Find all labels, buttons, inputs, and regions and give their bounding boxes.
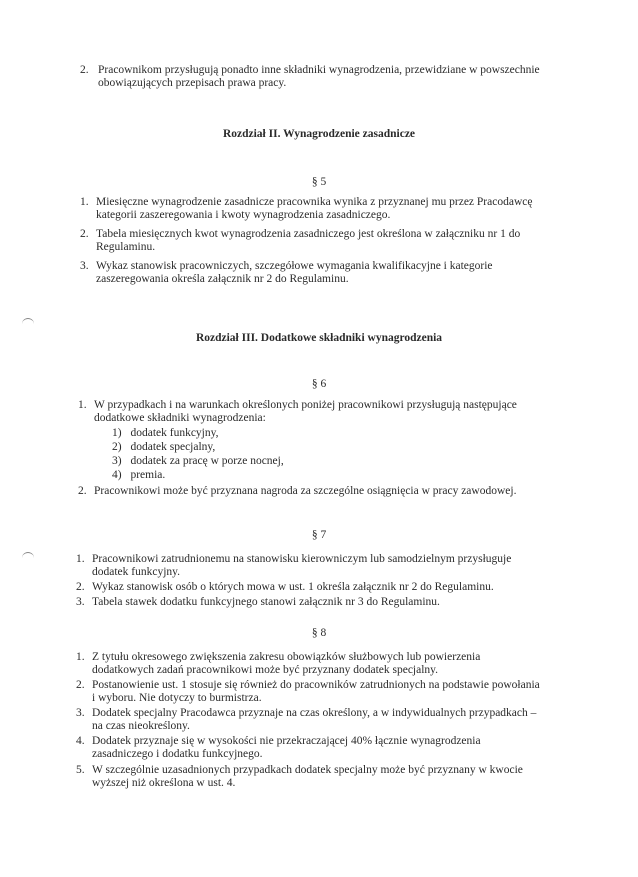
item-number: 3. [80, 260, 89, 272]
item-number: 1. [80, 196, 89, 208]
p8-item-4 [76, 734, 586, 762]
item-text-line: Dodatek przyznaje się w wysokości nie przekraczającej 40% łącznie wynagrodzenia [92, 735, 481, 747]
item-text-line: kategorii zaszeregowania i kwoty wynagrodzenia zasadniczego. [96, 209, 391, 221]
item-text-line: Regulaminu. [96, 241, 156, 253]
item-number: 5. [76, 764, 85, 776]
item-text-line: zasadniczego i dodatku funkcyjnego. [92, 748, 263, 760]
item-number: 3. [76, 707, 85, 719]
item-number: 2. [76, 679, 85, 691]
item-text-line: Pracownikom przysługują ponadto inne składniki wynagrodzenia, przewidziane w powszechnie [98, 64, 540, 76]
item-text-line: i wyboru. Nie dotyczy to burmistrza. [92, 692, 262, 704]
item-number: 2. [80, 64, 89, 76]
item-number: 1. [76, 553, 85, 565]
sub-item-text: dodatek za pracę w porze nocnej, [130, 455, 284, 467]
sub-item-number: 3) [112, 455, 122, 467]
item-text-line: Tabela miesięcznych kwot wynagrodzenia zasadniczego jest określona w załączniku nr 1 do [96, 228, 521, 240]
p6-item-1 [78, 398, 578, 426]
sub-item-1 [112, 426, 219, 440]
item-text-line: obowiązujących przepisach prawa pracy. [98, 77, 287, 89]
sub-item-number: 2) [112, 441, 122, 453]
punch-hole-mark [22, 318, 34, 325]
sub-item-text: dodatek specjalny, [130, 441, 216, 453]
sub-item-text: dodatek funkcyjny, [130, 427, 219, 439]
sub-item-4 [112, 468, 165, 482]
paragraph-5-mark: § 5 [311, 176, 327, 188]
p5-item-1 [80, 195, 580, 223]
p6-item-2 [78, 484, 598, 498]
sub-item-number: 1) [112, 427, 122, 439]
item-text-line: Wykaz stanowisk osób o których mowa w ust. 1 określa załącznik nr 2 do Regulaminu. [92, 581, 494, 593]
sub-item-number: 4) [112, 469, 122, 481]
paragraph-6-mark: § 6 [311, 378, 327, 390]
item-text-line: dodatek funkcyjny. [92, 566, 181, 578]
item-text-line: Miesięczne wynagrodzenie zasadnicze pracownika wynika z przyznanej mu przez Pracodawcę [96, 196, 533, 208]
punch-hole-mark [22, 552, 34, 559]
item-text-line: Pracownikowi może być przyznana nagroda za szczególne osiągnięcia w pracy zawodowej. [94, 485, 517, 497]
item-number: 3. [76, 596, 85, 608]
item-text-line: W szczególnie uzasadnionych przypadkach dodatek specjalny może być przyznany w kwocie [92, 764, 523, 776]
p5-item-2 [80, 227, 580, 255]
item-text-line: Z tytułu okresowego zwiększenia zakresu obowiązków służbowych lub powierzenia [92, 651, 481, 663]
p7-item-1 [76, 552, 576, 580]
intro-item [80, 63, 580, 91]
sub-item-3 [112, 454, 284, 468]
paragraph-8-mark: § 8 [311, 627, 327, 639]
sub-item-2 [112, 440, 215, 454]
item-text-line: Dodatek specjalny Pracodawca przyznaje na czas określony, a w indywidualnych przypadkach – [92, 707, 537, 719]
item-text-line: na czas nieokreślony. [92, 720, 190, 732]
chapter-3-title: Rozdział III. Dodatkowe składniki wynagrodzenia [195, 332, 443, 344]
chapter-2-title: Rozdział II. Wynagrodzenie zasadnicze [222, 128, 416, 140]
item-text-line: dodatkowe składniki wynagrodzenia: [94, 412, 266, 424]
item-text-line: zaszeregowania określa załącznik nr 2 do Regulaminu. [96, 273, 349, 285]
item-text-line: Wykaz stanowisk pracowniczych, szczegółowe wymagania kwalifikacyjne i kategorie [96, 260, 493, 272]
p5-item-3 [80, 259, 580, 287]
sub-item-text: premia. [130, 469, 166, 481]
item-text-line: Tabela stawek dodatku funkcyjnego stanowi załącznik nr 3 do Regulaminu. [92, 596, 440, 608]
item-text-line: dodatkowych zadań pracownikowi może być przyznany dodatek specjalny. [92, 664, 439, 676]
item-text-line: W przypadkach i na warunkach określonych poniżej pracownikowi przysługują następujące [94, 399, 517, 411]
item-number: 4. [76, 735, 85, 747]
item-text-line: Postanowienie ust. 1 stosuje się również do pracowników zatrudnionych na podstawie powołania [92, 679, 540, 691]
p8-item-1 [76, 650, 586, 678]
item-text-line: wyższej niż określona w ust. 4. [92, 777, 236, 789]
p8-item-2 [76, 678, 616, 706]
item-number: 1. [76, 651, 85, 663]
item-number: 1. [78, 399, 87, 411]
p8-item-3 [76, 706, 616, 734]
paragraph-7-mark: § 7 [311, 529, 327, 541]
p7-item-3 [76, 595, 576, 609]
p7-item-2 [76, 580, 576, 594]
item-number: 2. [76, 581, 85, 593]
item-number: 2. [78, 485, 87, 497]
item-text-line: Pracownikowi zatrudnionemu na stanowisku kierowniczym lub samodzielnym przysługuje [92, 553, 512, 565]
p8-item-5 [76, 763, 596, 791]
item-number: 2. [80, 228, 89, 240]
